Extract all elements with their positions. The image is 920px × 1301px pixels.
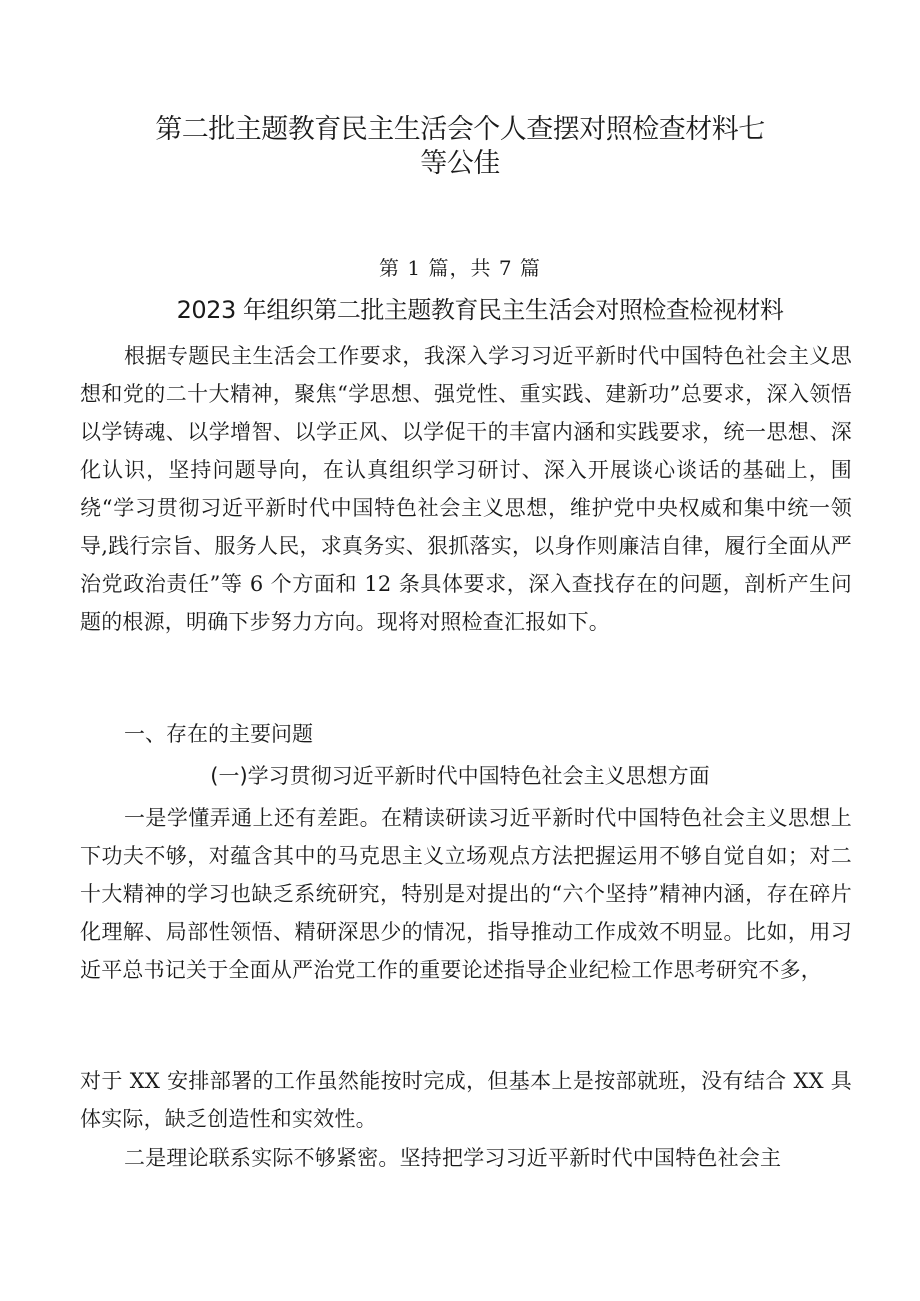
intro-paragraph: 根据专题民主生活会工作要求，我深入学习习近平新时代中国特色社会主义思想和党的二十大精神，聚焦“学思想、强党性、重实践、建新功”总要求，深入领悟以学铸魂、以学增智、以学正风、以学促干的丰富内涵和实践要求，统一思想、深化认识，坚持问题导向，在认真组织学习研讨、深入开展谈心谈话的基础上，围绕“学习贯彻习近平新时代中国特色社会主义思想，维护党中央权威和集中统一领导,践行宗旨、服务人民，求真务实、狠抓落实，以身作则廉洁自律，履行全面从严治党政治责任”等 6 个方面和 12 条具体要求，深入查找存在的问题，剖析产生问题的根源，明确下步努力方向。现将对照检查汇报如下。: [80, 344, 852, 634]
paragraph-3: 二是理论联系实际不够紧密。坚持把学习习近平新时代中国特色社会主: [124, 1146, 782, 1170]
paragraph-2: 对于 XX 安排部署的工作虽然能按时完成，但基本上是按部就班，没有结合 XX 具体实际，缺乏创造性和实效性。: [80, 1069, 852, 1131]
document-title: [0, 113, 920, 181]
sub-heading: (一)学习贯彻习近平新时代中国特色社会主义思想方面: [210, 764, 710, 788]
document-title-line1: 第二批主题教育民主生活会个人查摆对照检查材料七: [155, 114, 765, 145]
article-title: 2023 年组织第二批主题教育民主生活会对照检查检视材料: [176, 296, 784, 324]
document-title-line2: 等公佳: [420, 148, 500, 179]
part-indicator: 第 1 篇，共 7 篇: [379, 256, 541, 280]
paragraph-1: 一是学懂弄通上还有差距。在精读研读习近平新时代中国特色社会主义思想上下功夫不够，对蕴含其中的马克思主义立场观点方法把握运用不够自觉自如；对二十大精神的学习也缺乏系统研究，特别是对提出的“六个坚持”精神内涵，存在碎片化理解、局部性领悟、精研深思少的情况，指导推动工作成效不明显。比如，用习近平总书记关于全面从严治党工作的重要论述指导企业纪检工作思考研究不多，: [80, 806, 852, 982]
section-heading: 一、存在的主要问题: [124, 722, 313, 746]
